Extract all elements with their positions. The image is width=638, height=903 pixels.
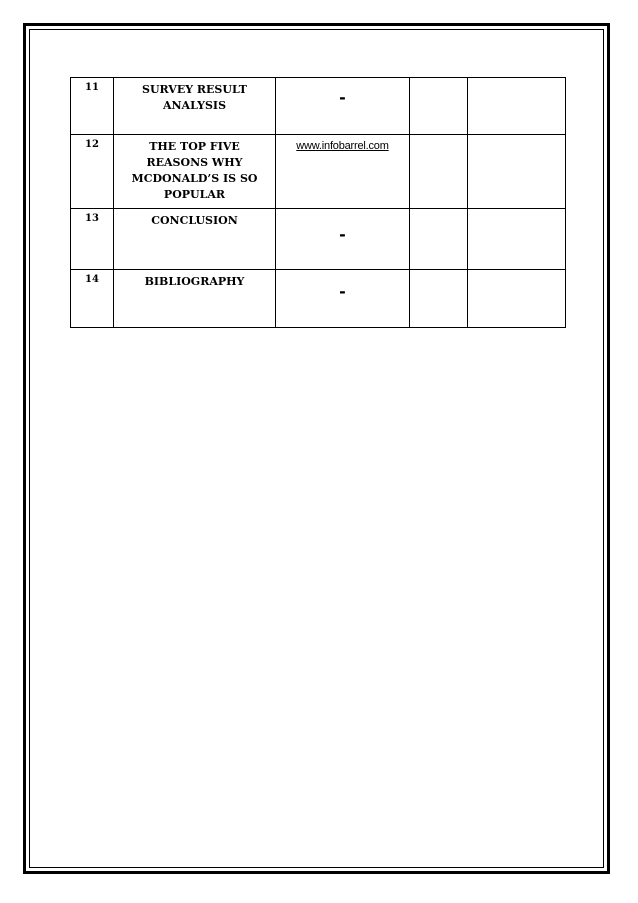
row-source-cell bbox=[276, 78, 410, 135]
row-source-dash: - bbox=[339, 282, 346, 301]
table-row bbox=[71, 135, 566, 209]
row-title: BIBLIOGRAPHY bbox=[114, 270, 276, 328]
row-source-dash: - bbox=[339, 225, 346, 244]
empty-cell bbox=[410, 135, 468, 209]
table-row bbox=[71, 209, 566, 270]
row-number: 14 bbox=[71, 270, 114, 328]
row-source-cell bbox=[276, 270, 410, 328]
row-title: SURVEY RESULT ANALYSIS bbox=[114, 78, 276, 135]
contents-table bbox=[70, 77, 566, 328]
row-number: 11 bbox=[71, 78, 114, 135]
row-source-dash: - bbox=[339, 88, 346, 107]
row-source-cell bbox=[276, 209, 410, 270]
empty-cell bbox=[468, 270, 566, 328]
empty-cell bbox=[410, 78, 468, 135]
table-row bbox=[71, 78, 566, 135]
empty-cell bbox=[468, 78, 566, 135]
row-source-cell bbox=[276, 135, 410, 209]
empty-cell bbox=[468, 209, 566, 270]
row-title: THE TOP FIVE REASONS WHY MCDONALD’S IS SO POPULAR bbox=[114, 135, 276, 209]
source-link[interactable]: www.infobarrel.com bbox=[296, 140, 389, 152]
row-number: 12 bbox=[71, 135, 114, 209]
empty-cell bbox=[410, 209, 468, 270]
empty-cell bbox=[410, 270, 468, 328]
table-row bbox=[71, 270, 566, 328]
empty-cell bbox=[468, 135, 566, 209]
row-number: 13 bbox=[71, 209, 114, 270]
row-title: CONCLUSION bbox=[114, 209, 276, 270]
